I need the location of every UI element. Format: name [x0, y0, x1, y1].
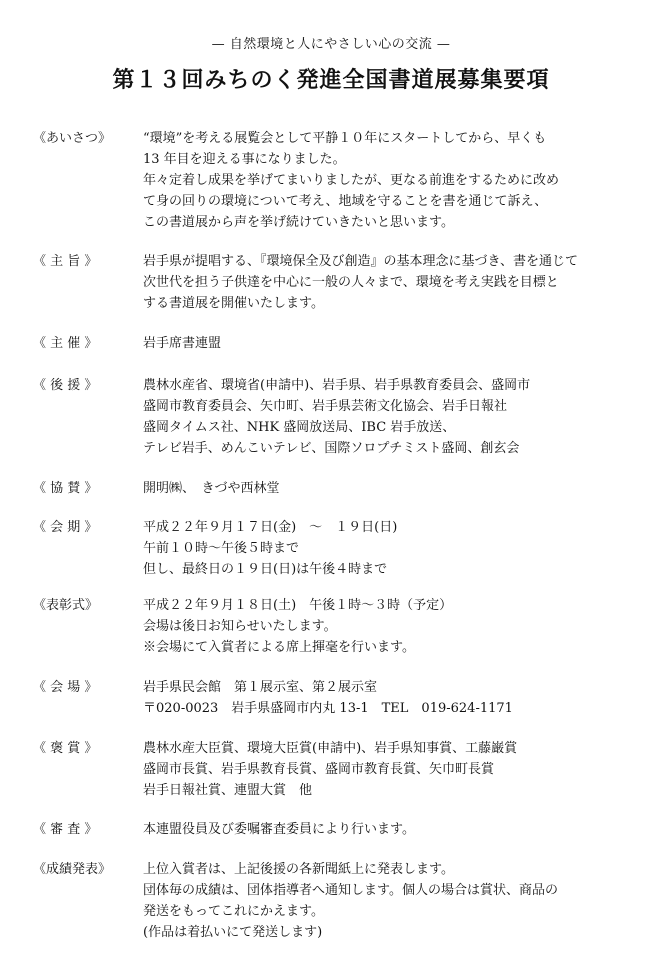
section-label: 《 会 場 》: [33, 680, 98, 695]
section-line: この書道展から声を挙げ続けていきたいと思います。: [143, 215, 454, 230]
section-line: 農林水産大臣賞、環境大臣賞(申請中)、岩手県知事賞、工藤巌賞: [143, 741, 518, 756]
section-line: 上位入賞者は、上記後援の各新聞紙上に発表します。: [143, 862, 454, 877]
section-body: [143, 128, 643, 233]
section-label: 《 主 催 》: [33, 336, 98, 351]
section-line: 岩手日報社賞、連盟大賞 他: [143, 783, 313, 798]
section-body: [143, 251, 643, 314]
section-line: 開明㈱、 きづや西林堂: [143, 481, 280, 496]
section-line: 岩手席書連盟: [143, 336, 222, 351]
section-body: [143, 677, 643, 719]
section-label: 《 協 賛 》: [33, 481, 98, 496]
section-line: 〒020-0023 岩手県盛岡市内丸 13-1 TEL 019-624-1171: [143, 701, 513, 716]
section-line: する書道展を開催いたします。: [143, 296, 324, 311]
section-line: 発送をもってこれにかえます。: [143, 904, 324, 919]
section-body: [143, 517, 643, 580]
section-body: [143, 478, 643, 499]
section-line: 団体毎の成績は、団体指導者へ通知します。個人の場合は賞状、商品の: [143, 883, 558, 898]
section-body: [143, 819, 643, 840]
section-line: 本連盟役員及び委嘱審査委員により行います。: [143, 822, 415, 837]
section-line: 会場は後日お知らせいたします。: [143, 619, 337, 634]
section-label: 《 後 援 》: [33, 378, 98, 393]
section-line: 盛岡タイムス社、NHK 盛岡放送局、IBC 岩手放送、: [143, 420, 456, 435]
section-line: ※会場にて入賞者による席上揮毫を行います。: [143, 640, 415, 655]
section-body: [143, 375, 643, 459]
section-label: 《 褒 賞 》: [33, 741, 98, 756]
section-line: 13 年目を迎える事になりました。: [143, 152, 346, 167]
section-body: [143, 333, 643, 354]
section-label: 《あいさつ》: [33, 131, 112, 146]
page-title: 第１３回みちのく発進全国書道展募集要項: [112, 68, 550, 93]
section-line: 次世代を担う子供達を中心に一般の人々まで、環境を考え実践を目標と: [143, 275, 559, 290]
section-line: (作品は着払いにて発送します): [143, 925, 323, 940]
section-label: 《成績発表》: [33, 862, 112, 877]
section-line: “環境”を考える展覧会として平静１０年にスタートしてから、早くも: [143, 131, 547, 146]
section-line: 但し、最終日の１９日(日)は午後４時まで: [143, 562, 388, 577]
section-line: 盛岡市長賞、岩手県教育長賞、盛岡市教育長賞、矢巾町長賞: [143, 762, 495, 777]
section-line: 農林水産省、環境省(申請中)、岩手県、岩手県教育委員会、盛岡市: [143, 378, 531, 393]
section-line: 年々定着し成果を挙げてまいりましたが、更なる前進をするために改め: [143, 173, 560, 188]
section-label: 《表彰式》: [33, 598, 99, 613]
section-line: 午前１０時～午後５時まで: [143, 541, 300, 556]
section-line: 平成２２年９月１８日(土) 午後１時～３時（予定）: [143, 598, 453, 613]
section-body: [143, 595, 643, 658]
section-line: て身の回りの環境について考え、地域を守ることを書を通じて訴え、: [143, 194, 548, 209]
section-line: テレビ岩手、めんこいテレビ、国際ソロプチミスト盛岡、創玄会: [143, 441, 520, 456]
section-line: 盛岡市教育委員会、矢巾町、岩手県芸術文化協会、岩手日報社: [143, 399, 508, 414]
section-label: 《 主 旨 》: [33, 254, 98, 269]
section-line: 平成２２年９月１７日(金) ～ １９日(日): [143, 520, 398, 535]
subtitle: — 自然環境と人にやさしい心の交流 —: [211, 37, 451, 52]
section-line: 岩手県が提唱する、『環境保全及び創造』の基本理念に基づき、書を通じて: [143, 254, 578, 269]
section-body: [143, 738, 643, 801]
section-label: 《 審 査 》: [33, 822, 98, 837]
section-line: 岩手県民会館 第１展示室、第２展示室: [143, 680, 378, 695]
section-body: [143, 859, 643, 943]
section-label: 《 会 期 》: [33, 520, 98, 535]
